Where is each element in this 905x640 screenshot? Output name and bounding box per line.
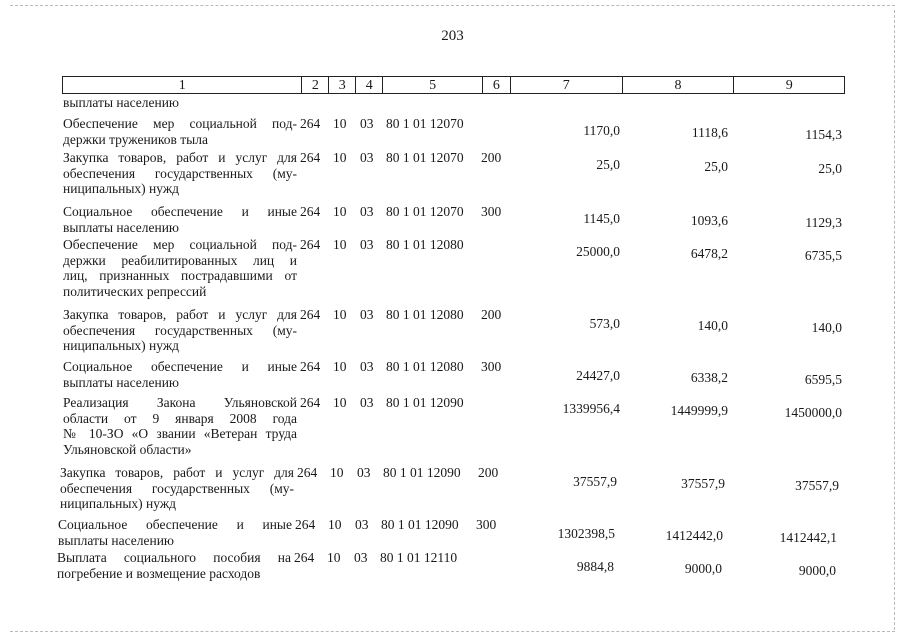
row-value-v7: 9884,8 xyxy=(576,559,614,574)
row-name xyxy=(63,150,297,197)
row-name-line: погребение и возмещение расходов xyxy=(57,565,261,581)
row-name xyxy=(63,395,297,457)
row-code-c3: 10 xyxy=(333,150,347,165)
row-value-v8: 1449999,9 xyxy=(670,403,728,418)
row-value-v8: 1093,6 xyxy=(690,213,728,228)
row-value-v8: 1412442,0 xyxy=(665,528,723,543)
row-value-v7: 25,0 xyxy=(596,157,620,172)
row-name xyxy=(63,237,297,299)
row-name-line: Реализация Закона Ульяновской xyxy=(63,395,297,410)
row-code-c2: 264 xyxy=(300,359,321,374)
header-col-4: 4 xyxy=(356,77,383,93)
row-code-c4: 03 xyxy=(360,116,374,131)
row-value-v7: 37557,9 xyxy=(573,474,617,489)
row-value-v8: 25,0 xyxy=(704,159,728,174)
row-value-v8: 9000,0 xyxy=(684,561,722,576)
row-code-c6: 200 xyxy=(478,465,499,480)
row-name xyxy=(63,359,297,390)
row-value-v7: 25000,0 xyxy=(576,244,620,259)
row-name-line: лиц, признанных пострадавшими от xyxy=(63,268,297,283)
row-code-c6: 300 xyxy=(476,517,497,532)
row-code-c3: 10 xyxy=(330,465,344,480)
table-header xyxy=(62,76,845,94)
row-name-line: Обеспечение мер социальной под- xyxy=(63,116,297,131)
row-name xyxy=(57,550,291,581)
row-name-line: держки реабилитированных лиц и xyxy=(63,252,297,268)
header-col-2: 2 xyxy=(302,77,329,93)
row-code-c6: 200 xyxy=(481,307,502,322)
row-name-line: Закупка товаров, работ и услуг для xyxy=(60,465,294,480)
header-col-3: 3 xyxy=(329,77,356,93)
row-name-line: Ульяновской области» xyxy=(63,441,192,457)
row-name-line: выплаты населению xyxy=(63,219,180,235)
row-name-line: Социальное обеспечение и иные xyxy=(63,204,297,219)
row-value-v9: 1450000,0 xyxy=(784,405,842,420)
row-code-c5: 80 1 01 12090 xyxy=(383,465,461,480)
row-value-v9: 1154,3 xyxy=(805,127,842,142)
row-code-c4: 03 xyxy=(360,150,374,165)
row-code-c5: 80 1 01 12080 xyxy=(386,307,464,322)
row-code-c5: 80 1 01 12070 xyxy=(386,116,464,131)
row-name-line: держки тружеников тыла xyxy=(63,131,208,147)
row-code-c5: 80 1 01 12080 xyxy=(386,359,464,374)
row-code-c4: 03 xyxy=(360,307,374,322)
row-code-c6: 300 xyxy=(481,204,502,219)
row-code-c5: 80 1 01 12110 xyxy=(380,550,458,565)
row-name xyxy=(58,517,292,548)
row-code-c2: 264 xyxy=(300,307,321,322)
row-code-c4: 03 xyxy=(354,550,368,565)
row-code-c5: 80 1 01 12070 xyxy=(386,204,464,219)
row-code-c6: 300 xyxy=(481,359,502,374)
row-code-c4: 03 xyxy=(360,395,374,410)
row-code-c2: 264 xyxy=(294,550,315,565)
row-code-c2: 264 xyxy=(300,150,321,165)
row-code-c4: 03 xyxy=(360,204,374,219)
row-code-c2: 264 xyxy=(297,465,318,480)
row-value-v8: 37557,9 xyxy=(681,476,725,491)
row-value-v9: 1412442,1 xyxy=(779,530,837,545)
row-value-v8: 1118,6 xyxy=(691,125,728,140)
row-value-v7: 1145,0 xyxy=(583,211,620,226)
row-name-line: Закупка товаров, работ и услуг для xyxy=(63,307,297,322)
row-name-line: № 10-ЗО «О звании «Ветеран труда xyxy=(63,426,297,441)
scan-edge-right xyxy=(894,10,895,630)
row-value-v7: 1339956,4 xyxy=(562,401,620,416)
scan-edge-top xyxy=(10,5,895,6)
header-col-7: 7 xyxy=(511,77,623,93)
row-code-c3: 10 xyxy=(333,395,347,410)
row-name-line: обеспечения государственных (му- xyxy=(63,165,297,181)
row-name-line: Выплата социального пособия на xyxy=(57,550,291,565)
header-col-6: 6 xyxy=(483,77,511,93)
row-name-line: выплаты населению xyxy=(58,532,175,548)
row-code-c3: 10 xyxy=(333,204,347,219)
row-code-c2: 264 xyxy=(300,204,321,219)
row-value-v9: 25,0 xyxy=(818,161,842,176)
row-code-c5: 80 1 01 12070 xyxy=(386,150,464,165)
row-code-c3: 10 xyxy=(333,359,347,374)
row-value-v9: 37557,9 xyxy=(795,478,839,493)
row-value-v8: 6338,2 xyxy=(690,370,728,385)
row-code-c4: 03 xyxy=(357,465,371,480)
row-code-c3: 10 xyxy=(333,116,347,131)
row-code-c3: 10 xyxy=(333,237,347,252)
row-name-line: политических репрессий xyxy=(63,283,207,299)
row-name xyxy=(63,116,297,147)
row-code-c3: 10 xyxy=(333,307,347,322)
row-name-line: Закупка товаров, работ и услуг для xyxy=(63,150,297,165)
row-value-v7: 1302398,5 xyxy=(557,526,615,541)
header-col-1: 1 xyxy=(63,77,302,93)
page-number: 203 xyxy=(441,28,464,44)
row-name-line: выплаты населению xyxy=(63,374,180,390)
row-code-c4: 03 xyxy=(360,359,374,374)
row-value-v8: 140,0 xyxy=(697,318,728,333)
row-code-c5: 80 1 01 12090 xyxy=(386,395,464,410)
row-name-line: Обеспечение мер социальной под- xyxy=(63,237,297,252)
row-name xyxy=(60,465,294,512)
row-code-c2: 264 xyxy=(295,517,316,532)
row-code-c2: 264 xyxy=(300,237,321,252)
row-name-line: обеспечения государственных (му- xyxy=(63,322,297,338)
header-col-9: 9 xyxy=(785,78,793,93)
row-name-line: выплаты населению xyxy=(63,95,180,110)
row-code-c3: 10 xyxy=(327,550,341,565)
row-code-c5: 80 1 01 12080 xyxy=(386,237,464,252)
row-name-line: ниципальных) нужд xyxy=(60,496,177,511)
row-value-v7: 24427,0 xyxy=(576,368,620,383)
row-value-v7: 1170,0 xyxy=(583,123,620,138)
header-col-8: 8 xyxy=(623,77,735,93)
row-code-c3: 10 xyxy=(328,517,342,532)
row-value-v7: 573,0 xyxy=(589,316,620,331)
row-value-v9: 9000,0 xyxy=(798,563,836,578)
row-code-c6: 200 xyxy=(481,150,502,165)
row-name-line: Социальное обеспечение и иные xyxy=(63,359,297,374)
row-code-c4: 03 xyxy=(360,237,374,252)
row-code-c2: 264 xyxy=(300,395,321,410)
row-value-v8: 6478,2 xyxy=(690,246,728,261)
row-code-c4: 03 xyxy=(355,517,369,532)
row-code-c2: 264 xyxy=(300,116,321,131)
row-value-v9: 6735,5 xyxy=(804,248,842,263)
row-name-line: Социальное обеспечение и иные xyxy=(58,517,292,532)
row-name-line: ниципальных) нужд xyxy=(63,338,180,353)
header-col-5: 5 xyxy=(383,77,483,93)
row-code-c5: 80 1 01 12090 xyxy=(381,517,459,532)
row-name-line: ниципальных) нужд xyxy=(63,181,180,196)
row-name-line: обеспечения государственных (му- xyxy=(60,480,294,496)
row-name-line: области от 9 января 2008 года xyxy=(63,410,297,426)
row-name xyxy=(63,95,297,111)
row-name xyxy=(63,204,297,235)
row-name xyxy=(63,307,297,354)
scan-edge-bottom xyxy=(10,631,895,632)
row-value-v9: 140,0 xyxy=(811,320,842,335)
row-value-v9: 6595,5 xyxy=(804,372,842,387)
row-value-v9: 1129,3 xyxy=(805,215,842,230)
